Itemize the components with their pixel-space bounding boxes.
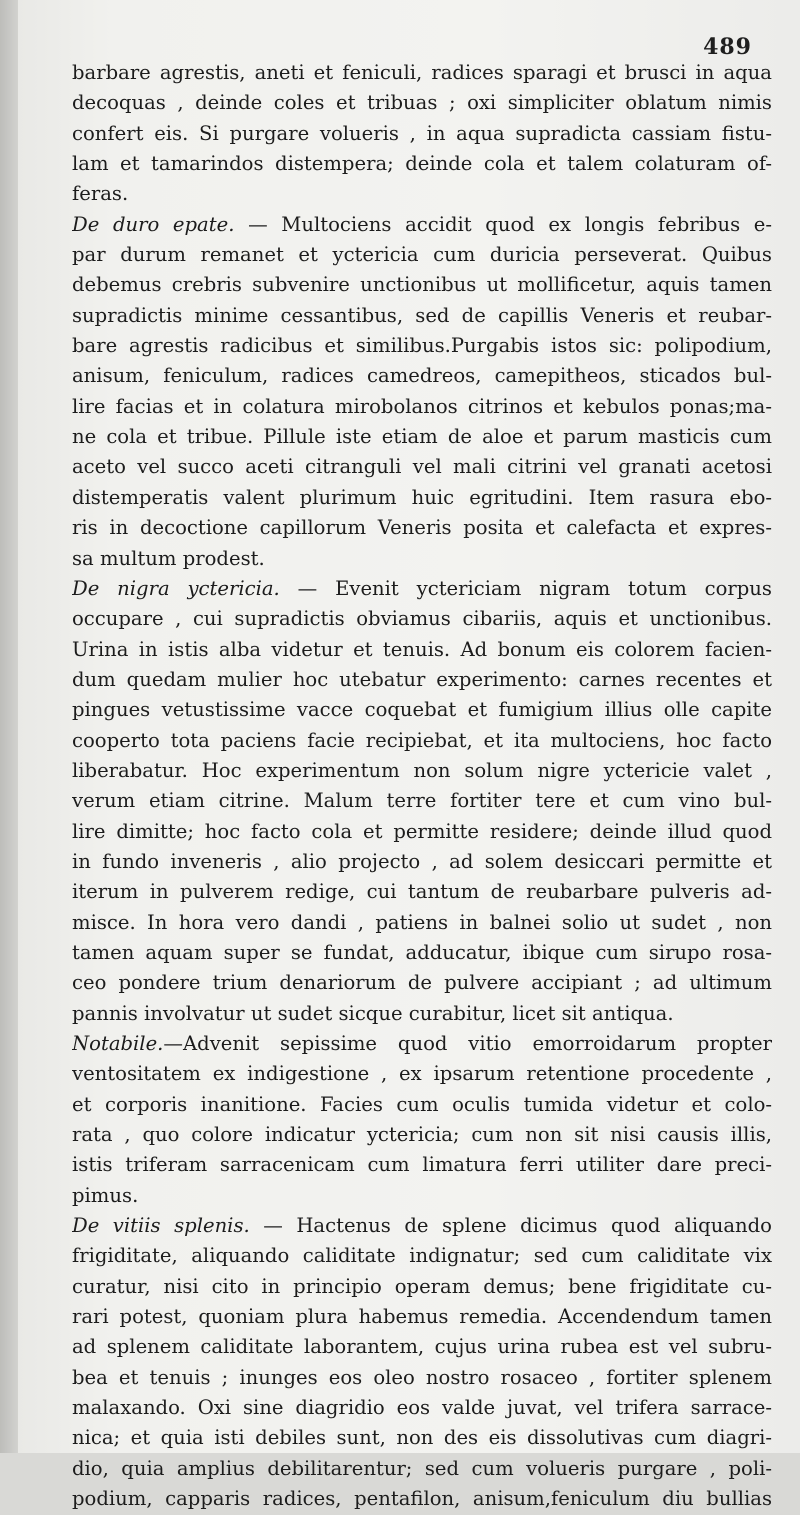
text-run: — Multociens accidit quod ex longis febribus e- xyxy=(234,212,772,236)
text-line: pannis involvatur ut sudet sicque curabitur, licet sit antiqua. xyxy=(72,1001,674,1025)
text-line: iterum in pulverem redige, cui tantum de reubarbare pulveris ad- xyxy=(72,880,772,904)
text-line: ad splenem caliditate laborantem, cujus urina rubea est vel subru- xyxy=(72,1335,772,1359)
text-line: tamen aquam super se fundat, adducatur, ibique cum sirupo rosa- xyxy=(72,940,772,964)
text-line: debemus crebris subvenire unctionibus ut mollificetur, aquis tamen xyxy=(72,273,772,297)
text-line: nica; et quia isti debiles sunt, non des eis dissolutivas cum diagri- xyxy=(72,1426,772,1450)
text-line: dio, quia amplius debilitarentur; sed cum volueris purgare , poli- xyxy=(72,1456,772,1480)
book-page xyxy=(18,0,800,1511)
text-line: barbare agrestis, aneti et feniculi, radices sparagi et brusci in aqua xyxy=(72,61,772,84)
section-heading-line xyxy=(72,574,772,604)
text-line: bare agrestis radicibus et similibus.Purgabis istos sic: polipodium, xyxy=(72,334,772,358)
text-line: rata , quo colore indicatur yctericia; cum non sit nisi causis illis, xyxy=(72,1123,772,1147)
page-gutter xyxy=(0,0,18,1453)
section-heading: De duro epate. xyxy=(72,212,235,236)
text-line: frigiditate, aliquando caliditate indignatur; sed cum caliditate vix xyxy=(72,1244,772,1268)
section-heading: De nigra yctericia. xyxy=(72,576,280,600)
text-line: lam et tamarindos distempera; deinde cola et talem colaturam of- xyxy=(72,152,772,176)
text-line: dum quedam mulier hoc utebatur experimento: carnes recentes et xyxy=(72,667,772,691)
text-line: ne cola et tribue. Pillule iste etiam de aloe et parum masticis cum xyxy=(72,425,772,449)
section-heading-line xyxy=(72,210,772,240)
text-line: sa multum prodest. xyxy=(72,546,265,570)
text-line: decoquas , deinde coles et tribuas ; oxi simpliciter oblatum nimis xyxy=(72,91,772,115)
text-line: feras. xyxy=(72,182,129,206)
text-line: bea et tenuis ; inunges eos oleo nostro rosaceo , fortiter splenem xyxy=(72,1365,772,1389)
text-run: — Evenit yctericiam nigram totum corpus xyxy=(279,576,772,600)
text-line: ventositatem ex indigestione , ex ipsarum retentione procedente , xyxy=(72,1062,772,1086)
text-line: aceto vel succo aceti citranguli vel mali citrini vel granati acetosi xyxy=(72,455,772,479)
text-line: Urina in istis alba videtur et tenuis. Ad bonum eis colorem facien- xyxy=(72,637,772,661)
text-line: rari potest, quoniam plura habemus remedia. Accendendum tamen xyxy=(72,1305,772,1329)
text-line: supradictis minime cessantibus, sed de capillis Veneris et reubar- xyxy=(72,303,772,327)
text-line: distemperatis valent plurimum huic egritudini. Item rasura ebo- xyxy=(72,485,772,509)
text-line: anisum, feniculum, radices camedreos, camepitheos, sticados bul- xyxy=(72,364,772,388)
text-line: ris in decoctione capillorum Veneris posita et calefacta et expres- xyxy=(72,516,772,540)
text-line: pingues vetustissime vacce coquebat et fumigium illius olle capite xyxy=(72,698,772,722)
text-line: lire facias et in colatura mirobolanos citrinos et kebulos ponas;ma- xyxy=(72,394,772,418)
text-run: —Advenit sepissime quod vitio emorroidarum propter xyxy=(163,1032,772,1055)
text-line: curatur, nisi cito in principio operam demus; bene frigiditate cu- xyxy=(72,1274,772,1298)
text-line: cooperto tota paciens facie recipiebat, et ita multociens, hoc facto xyxy=(72,728,772,752)
text-line: verum etiam citrine. Malum terre fortiter tere et cum vino bul- xyxy=(72,789,772,813)
section-heading: De vitiis splenis. xyxy=(72,1214,250,1238)
page-number: 489 xyxy=(703,34,752,60)
text-line: malaxando. Oxi sine diagridio eos valde juvat, vel trifera sarrace- xyxy=(72,1396,772,1420)
text-line: ceo pondere trium denariorum de pulvere accipiant ; ad ultimum xyxy=(72,971,772,995)
text-line: podium, capparis radices, pentafilon, anisum,feniculum diu bullias xyxy=(72,1487,772,1511)
section-heading: Notabile. xyxy=(72,1032,164,1055)
text-line: lire dimitte; hoc facto cola et permitte residere; deinde illud quod xyxy=(72,819,772,843)
text-line: et corporis inanitione. Facies cum oculis tumida videtur et colo- xyxy=(72,1092,772,1116)
text-line: pimus. xyxy=(72,1183,139,1207)
text-line: in fundo inveneris , alio projecto , ad solem desiccari permitte et xyxy=(72,849,772,873)
text-line: liberabatur. Hoc experimentum non solum nigre yctericie valet , xyxy=(72,758,772,782)
text-line: par durum remanet et yctericia cum duricia perseverat. Quibus xyxy=(72,243,772,267)
text-line: confert eis. Si purgare volueris , in aqua supradicta cassiam fistu- xyxy=(72,121,772,145)
text-run: — Hactenus de splene dicimus quod aliquando xyxy=(249,1214,772,1238)
text-line: istis triferam sarracenicam cum limatura ferri utiliter dare preci- xyxy=(72,1153,772,1177)
text-line: occupare , cui supradictis obviamus cibariis, aquis et unctionibus. xyxy=(72,607,772,631)
body-text xyxy=(72,58,772,1515)
text-line: misce. In hora vero dandi , patiens in balnei solio ut sudet , non xyxy=(72,910,772,934)
section-heading-line xyxy=(72,1211,772,1241)
section-heading-line xyxy=(72,1029,772,1059)
